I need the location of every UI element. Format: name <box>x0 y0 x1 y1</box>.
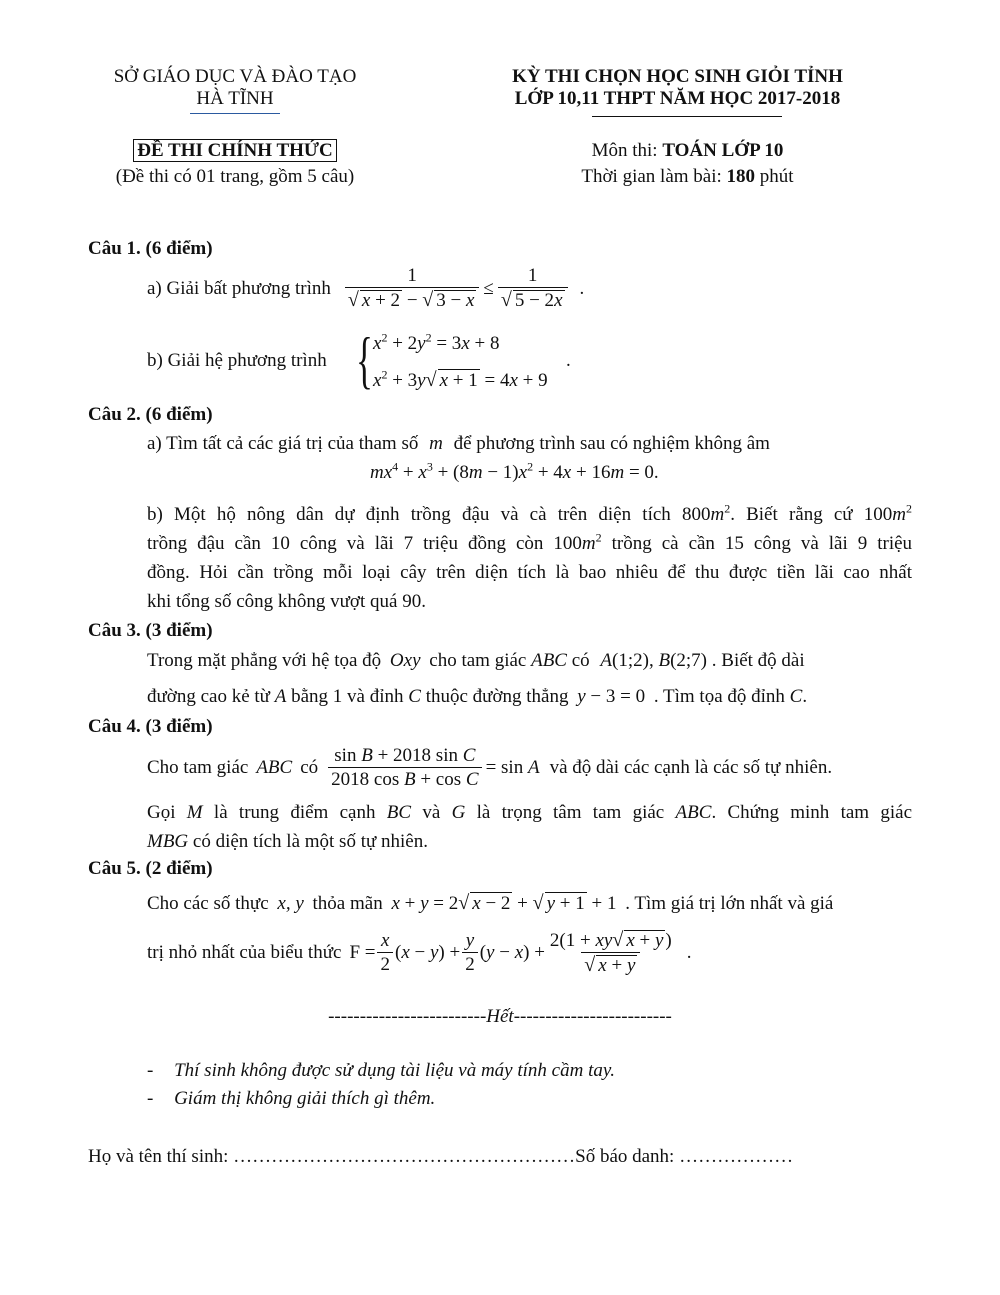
q2b-text1: b) Một hộ nông dân dự định trồng đậu và cà trên diện tích <box>147 504 671 525</box>
q5-text4: trị nhỏ nhất của biểu thức <box>147 942 342 963</box>
q5-line2: trị nhỏ nhất của biểu thức F = $\frac{x}{2}$ (x − y) + $\frac{y}{2}$ (y − x) + $\frac{2(1 + xy√ x + y )}{√ x + y}$ . <box>147 929 692 976</box>
subject-value: TOÁN LỚP 10 <box>662 140 784 161</box>
q4-paragraph: Gọi M là trung điểm cạnh BC và G là trọng tâm tam giác ABC. Chứng minh tam giác MBG có diện tích là một số tự nhiên. <box>147 802 913 852</box>
q4-title: Câu 4. (3 điểm) <box>88 716 213 737</box>
q2a-line: a) Tìm tất cả các giá trị của tham số m để phương trình sau có nghiệm không âm <box>147 433 770 454</box>
q4-text3: và độ dài các cạnh là các số tự nhiên. <box>549 757 833 778</box>
q1a-lhs-fraction: $\frac{1}{√ x + 2 - √ 3 - x}$ <box>345 266 480 311</box>
exam-title-underline <box>592 116 782 117</box>
department-line2: HÀ TĨNH <box>196 88 274 109</box>
time-line <box>470 166 905 188</box>
q3-text8: . Tìm tọa độ đỉnh <box>653 686 785 707</box>
q5-text3: . Tìm giá trị lớn nhất và giá <box>625 893 834 914</box>
q4-text7: là trọng tâm tam giác <box>476 802 665 823</box>
q1a-rhs-fraction: $\frac{1}{√ 5 - 2x}$ <box>498 266 568 311</box>
department-line1: SỞ GIÁO DỤC VÀ ĐÀO TẠO <box>113 66 357 87</box>
q2a-equation: $mx^4 + x^3 + (8m - 1)x^2 + 4x + 16m = 0$. <box>370 459 659 483</box>
q5-frac-x: $\frac{x}{2}$ <box>377 931 393 975</box>
q4-text1: Cho tam giác <box>147 757 249 778</box>
q4-text6: và <box>422 802 441 823</box>
official-stamp: ĐỀ THI CHÍNH THỨC <box>133 139 337 162</box>
q2b-text3: trồng đậu cần 10 công và lãi 7 triệu đồng còn <box>147 533 544 554</box>
q3-text5: đường cao kẻ từ <box>147 686 270 707</box>
q5-frac-y: $\frac{y}{2}$ <box>462 931 478 975</box>
q2a-tail: để phương trình sau có nghiệm không âm <box>453 433 770 454</box>
exam-title-line2: LỚP 10,11 THPT NĂM HỌC 2017-2018 <box>514 88 841 109</box>
q5-title: Câu 5. (2 điểm) <box>88 858 213 879</box>
subject-block <box>470 140 905 188</box>
q2b-text4: trồng cà cần 15 công và lãi 9 triệu <box>611 533 913 554</box>
q1b-label: b) Giải hệ phương trình <box>147 350 327 371</box>
q4-text4: Gọi <box>147 802 176 823</box>
q2b-paragraph: b) Một hộ nông dân dự định trồng đậu và cà trên diện tích $800m^2$. Biết rằng cứ $100m^2$ trồng đậu cần 10 công và lãi 7 triệu đồng còn $100m^2$ trồng cà cần 15 công và lãi 9 triệu đồng. Hỏi cần trồng mỗi loại cây trên diện tích là bao nhiêu để thu được tiền lãi cao nhất khi tổng số công không vượt quá 90. <box>147 500 912 616</box>
official-block <box>80 140 390 188</box>
exam-title <box>455 66 900 110</box>
q1b-eq1: $x^2 + 2y^2 = 3x + 8$ <box>373 330 500 354</box>
department-name <box>80 66 390 110</box>
q2-title: Câu 2. (6 điểm) <box>88 404 213 425</box>
time-label: Thời gian làm bài: <box>581 166 727 187</box>
q2b-line3: đồng. Hỏi cần trồng mỗi loại cây trên diện tích là bao nhiêu để thu được tiền lãi cao nhất <box>147 562 912 583</box>
q4-text9: có diện tích là một số tự nhiên. <box>192 831 428 852</box>
q2b-line4: khi tổng số công không vượt quá 90. <box>147 591 426 612</box>
q1a-label: a) Giải bất phương trình <box>147 277 331 299</box>
q4-fraction: $\frac{\text{sin B + 2018 sin C}}{\text{2018 cos B + cos C}}$ <box>328 746 481 790</box>
q1-title: Câu 1. (6 điểm) <box>88 238 213 259</box>
q4-line1: Cho tam giác ABC có $\frac{\text{sin B + 2018 sin C}}{\text{2018 cos B + cos C}}$ = sin A và độ dài các cạnh là các số tự nhiên. <box>147 745 833 790</box>
q3-text2: cho tam giác <box>429 650 527 671</box>
note-2: - Giám thị không giải thích gì thêm. <box>147 1088 436 1109</box>
exam-title-line1: KỲ THI CHỌN HỌC SINH GIỎI TỈNH <box>512 66 843 87</box>
note-1: - Thí sinh không được sử dụng tài liệu và máy tính cầm tay. <box>147 1060 615 1081</box>
q5-frac-main: $\frac{2(1 + xy√ x + y )}{√ x + y}$ <box>549 929 672 976</box>
q5-text2: thỏa mãn <box>312 893 383 914</box>
q3-text1: Trong mặt phẳng với hệ tọa độ <box>147 650 382 671</box>
note-1-text: Thí sinh không được sử dụng tài liệu và máy tính cầm tay. <box>174 1060 615 1081</box>
q3-text4: . Biết độ dài <box>711 650 805 671</box>
q2b-text2: . Biết rằng cứ <box>730 504 853 525</box>
q4-text2: có <box>300 757 319 778</box>
subject-label: Môn thi: <box>591 140 663 161</box>
pages-note: (Đề thi có 01 trang, gồm 5 câu) <box>115 166 355 187</box>
time-value: 180 <box>726 166 756 187</box>
q4-text5: là trung điểm cạnh <box>213 802 376 823</box>
time-unit: phút <box>755 166 794 187</box>
subject-line <box>470 140 905 162</box>
q2a-text: a) Tìm tất cả các giá trị của tham số <box>147 433 419 454</box>
q3-text6: bằng 1 và đỉnh <box>291 686 404 707</box>
q1b-brace: { <box>356 324 373 395</box>
q3-title: Câu 3. (3 điểm) <box>88 620 213 641</box>
q5-line1: Cho các số thực x, y thỏa mãn x + y = 2√ x − 2 + √ y + 1 + 1 . Tìm giá trị lớn nhất và giá <box>147 892 834 914</box>
end-mark: -------------------------Hết------------------------- <box>328 1006 672 1027</box>
q3-text3: có <box>571 650 590 671</box>
note-2-text: Giám thị không giải thích gì thêm. <box>174 1088 436 1109</box>
q4-text8: . Chứng minh tam giác <box>711 802 913 823</box>
q3-line1: Trong mặt phẳng với hệ tọa độ Oxy cho tam giác ABC có A(1;2), B(2;7) . Biết độ dài <box>147 650 805 671</box>
q3-text7: thuộc đường thẳng <box>425 686 569 707</box>
q1b-period: . <box>566 350 571 371</box>
q1b-eq2: $x^2 + 3y√$ x + 1 = 4x + 9 <box>373 367 548 391</box>
q1a: a) Giải bất phương trình $\frac{1}{√ x + 2 - √ 3 - x}$ ≤ $\frac{1}{√ 5 - 2x}$ . <box>147 265 585 311</box>
q3-line2: đường cao kẻ từ A bằng 1 và đỉnh C thuộc đường thẳng y − 3 = 0 . Tìm tọa độ đỉnh C. <box>147 686 808 707</box>
candidate-line: Họ và tên thí sinh: ………………………………………………Số báo danh: ……………… <box>88 1146 794 1167</box>
q5-text1: Cho các số thực <box>147 893 269 914</box>
department-underline <box>190 113 280 114</box>
